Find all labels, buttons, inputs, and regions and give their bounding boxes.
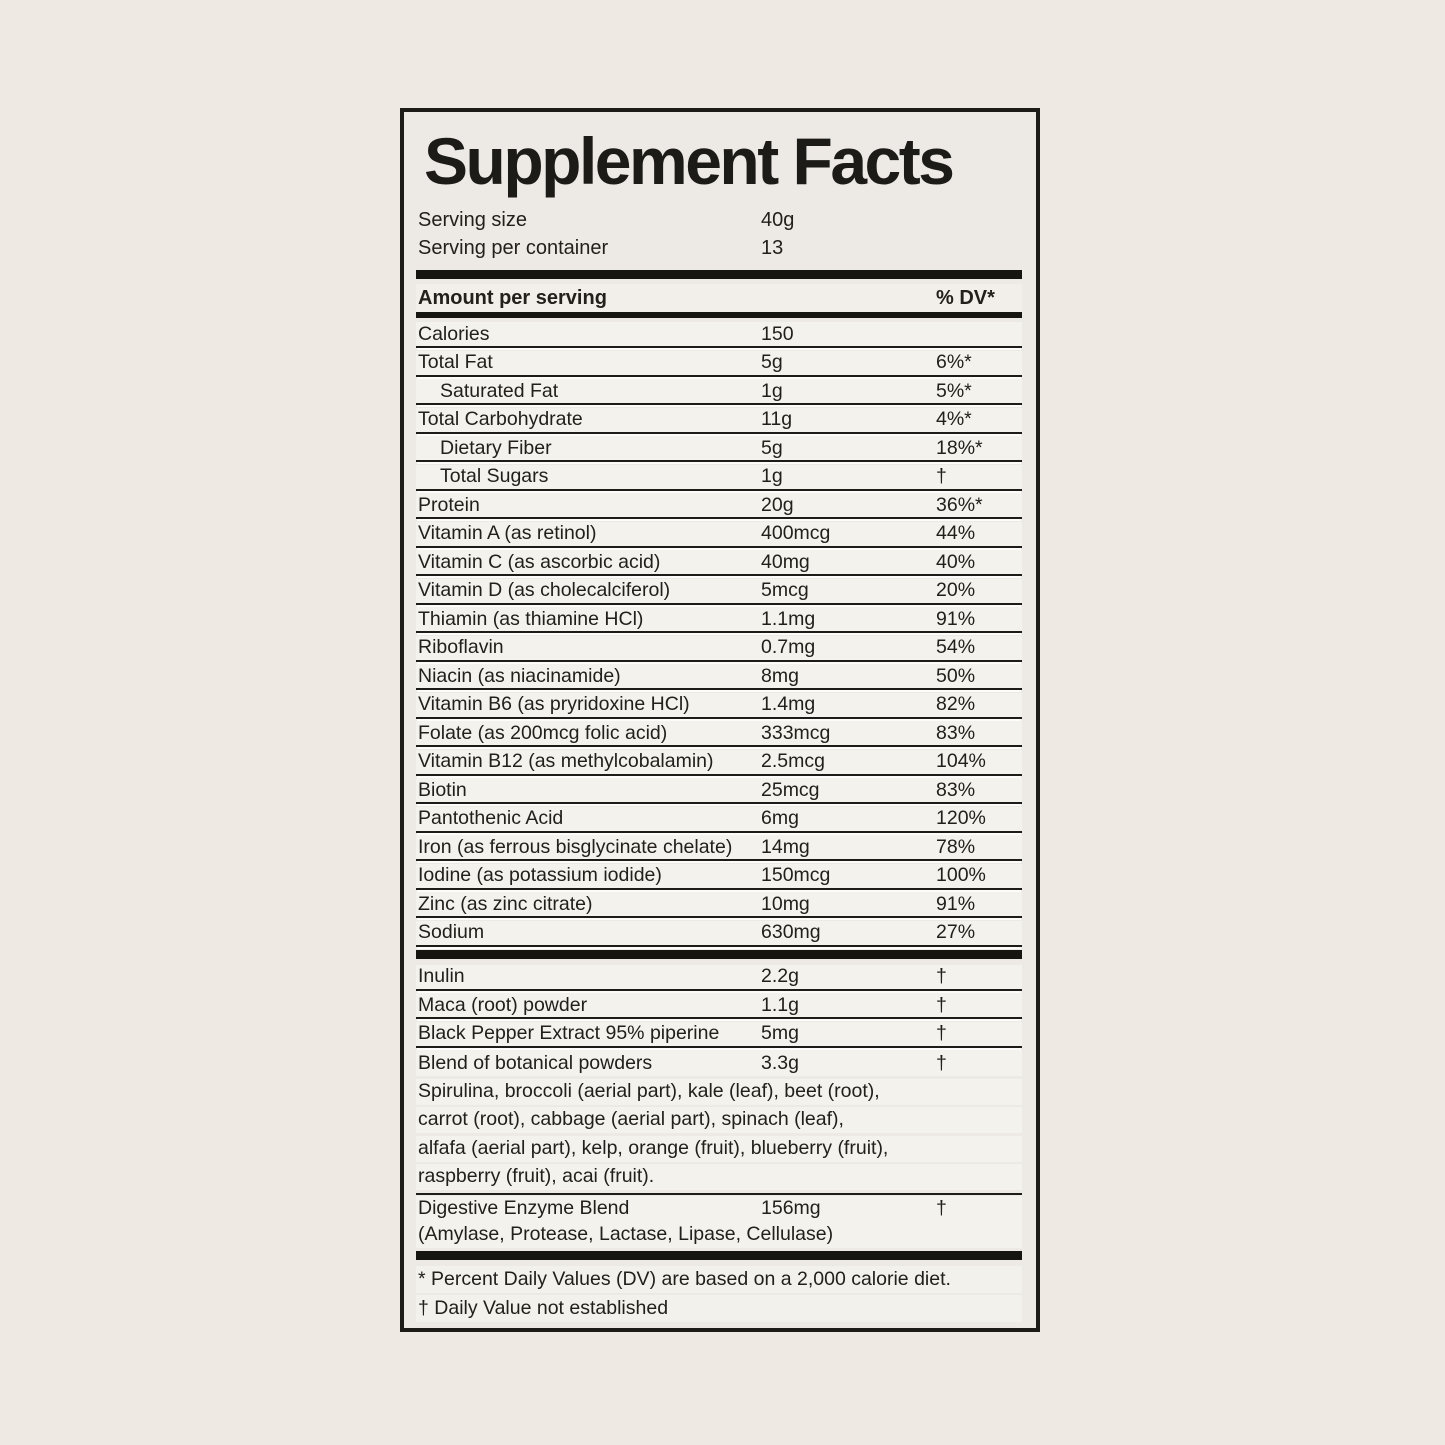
row-dv: † [936, 1051, 947, 1074]
footnotes [416, 1266, 1022, 1322]
row-label: Niacin (as niacinamide) [418, 664, 621, 687]
serving-per-container-value: 13 [761, 236, 784, 259]
botanical-description [416, 1079, 1022, 1191]
botanical-description-line: raspberry (fruit), acai (fruit). [416, 1164, 1022, 1190]
botanical-description-line: carrot (root), cabbage (aerial part), spinach (leaf), [416, 1107, 1022, 1133]
row-label: Biotin [418, 778, 467, 801]
row-dv: 91% [936, 892, 976, 915]
row-amount: 3.3g [761, 1051, 799, 1074]
table-row [416, 379, 1022, 405]
serving-size-label: Serving size [418, 208, 527, 231]
row-amount: 20g [761, 493, 794, 516]
row-dv: 83% [936, 721, 976, 744]
footnote-line: † Daily Value not established [416, 1295, 1022, 1322]
row-label: Total Carbohydrate [418, 408, 583, 430]
row-dv: 82% [936, 693, 976, 715]
row-label: Inulin [418, 965, 465, 987]
table-row [416, 436, 1022, 462]
row-label: Iodine (as potassium iodide) [418, 864, 662, 886]
row-amount: 5mg [761, 1022, 799, 1044]
row-dv: † [936, 965, 947, 987]
table-row [416, 965, 1022, 991]
row-dv: 6%* [936, 351, 972, 373]
divider-thick-bottom [416, 1251, 1022, 1260]
enzyme-blend-dv: † [936, 1197, 947, 1219]
table-row [416, 693, 1022, 719]
serving-size-row [416, 206, 1022, 234]
botanical-description-line: Spirulina, broccoli (aerial part), kale (leaf), beet (root), [416, 1079, 1022, 1105]
row-label: Protein [418, 493, 480, 516]
row-amount: 2.2g [761, 965, 799, 987]
table-row [416, 892, 1022, 918]
row-label: Vitamin B12 (as methylcobalamin) [418, 750, 714, 772]
row-amount: 150mcg [761, 864, 831, 886]
row-label: Saturated Fat [440, 379, 559, 402]
row-amount: 2.5mcg [761, 750, 825, 772]
enzyme-blend-row [416, 1196, 1022, 1222]
row-label: Vitamin B6 (as pryridoxine HCl) [418, 693, 690, 715]
row-label: Maca (root) powder [418, 993, 588, 1016]
table-row [416, 807, 1022, 833]
row-label: Dietary Fiber [440, 436, 552, 459]
row-label: Total Fat [418, 351, 493, 373]
row-label: Black Pepper Extract 95% piperine [418, 1022, 720, 1044]
row-dv: † [936, 1022, 947, 1044]
row-label: Vitamin D (as cholecalciferol) [418, 579, 671, 601]
row-dv: † [936, 993, 947, 1016]
row-dv: 20% [936, 579, 976, 601]
table-row [416, 1022, 1022, 1048]
divider-thick-top [416, 270, 1022, 279]
enzyme-blend-sub-label: (Amylase, Protease, Lactase, Lipase, Cellulase) [416, 1222, 1022, 1248]
nutrient-table [416, 322, 1022, 947]
row-label: Vitamin A (as retinol) [418, 522, 597, 544]
footnote-line: * Percent Daily Values (DV) are based on a 2,000 calorie diet. [416, 1266, 1022, 1293]
row-label: Iron (as ferrous bisglycinate chelate) [418, 835, 733, 858]
row-amount: 8mg [761, 664, 799, 687]
row-label: Zinc (as zinc citrate) [418, 892, 593, 915]
row-dv: 18%* [936, 436, 983, 459]
table-row [416, 993, 1022, 1019]
row-amount: 10mg [761, 892, 810, 915]
row-amount: 333mcg [761, 721, 831, 744]
row-amount: 630mg [761, 921, 821, 943]
row-label: Riboflavin [418, 636, 504, 658]
row-label: Blend of botanical powders [418, 1051, 653, 1074]
table-row [416, 493, 1022, 519]
row-amount: 6mg [761, 807, 799, 829]
row-amount: 0.7mg [761, 636, 816, 658]
table-row [416, 351, 1022, 377]
row-dv: 78% [936, 835, 976, 858]
row-amount: 1.1mg [761, 607, 816, 630]
row-label: Calories [418, 322, 490, 345]
row-dv: 91% [936, 607, 976, 630]
table-row [416, 550, 1022, 576]
row-dv: 104% [936, 750, 986, 772]
enzyme-blend-label: Digestive Enzyme Blend [418, 1197, 630, 1219]
table-row [416, 465, 1022, 491]
row-amount: 11g [761, 408, 793, 430]
row-dv: 50% [936, 664, 976, 687]
row-label: Sodium [418, 921, 485, 943]
amount-per-serving-header: Amount per serving [418, 286, 607, 309]
row-amount: 400mcg [761, 522, 831, 544]
row-amount: 1.1g [761, 993, 799, 1016]
table-row [416, 607, 1022, 633]
table-row [416, 721, 1022, 747]
other-ingredients-table [416, 965, 1022, 1077]
row-dv: 5%* [936, 379, 972, 402]
row-amount: 5mcg [761, 579, 809, 601]
table-row [416, 636, 1022, 662]
row-amount: 5g [761, 351, 783, 373]
column-header-row [416, 284, 1022, 312]
row-amount: 25mcg [761, 778, 820, 801]
table-row [416, 322, 1022, 348]
serving-size-value: 40g [761, 208, 795, 231]
row-dv: 27% [936, 921, 976, 943]
row-dv: 40% [936, 550, 976, 573]
percent-dv-header: % DV* [936, 286, 995, 309]
table-row [416, 664, 1022, 690]
row-dv: 100% [936, 864, 986, 886]
table-row [416, 835, 1022, 861]
row-amount: 1.4mg [761, 693, 816, 715]
row-label: Pantothenic Acid [418, 807, 564, 829]
enzyme-blend-amount: 156mg [761, 1197, 821, 1219]
divider-medium-header [416, 312, 1022, 318]
row-dv: 54% [936, 636, 976, 658]
table-row [416, 579, 1022, 605]
table-row [416, 522, 1022, 548]
table-row [416, 864, 1022, 890]
supplement-facts-label [400, 108, 1040, 1332]
table-row [416, 921, 1022, 947]
row-dv: † [936, 465, 947, 487]
row-amount: 40mg [761, 550, 810, 573]
table-row [416, 778, 1022, 804]
row-amount: 14mg [761, 835, 810, 858]
row-amount: 5g [761, 436, 783, 459]
row-amount: 1g [761, 379, 783, 402]
table-row [416, 750, 1022, 776]
serving-per-container-label: Serving per container [418, 236, 609, 259]
label-title: Supplement Facts [424, 124, 953, 198]
row-amount: 1g [761, 465, 783, 487]
table-row [416, 1050, 1022, 1076]
divider-thick-middle [416, 950, 1022, 959]
row-dv: 83% [936, 778, 976, 801]
enzyme-blend-block [416, 1193, 1022, 1248]
botanical-description-line: alfafa (aerial part), kelp, orange (fruit), blueberry (fruit), [416, 1136, 1022, 1162]
row-dv: 120% [936, 807, 986, 829]
row-label: Thiamin (as thiamine HCl) [418, 607, 644, 630]
row-label: Folate (as 200mcg folic acid) [418, 721, 668, 744]
row-amount: 150 [761, 322, 794, 345]
row-label: Total Sugars [440, 465, 549, 487]
row-label: Vitamin C (as ascorbic acid) [418, 550, 661, 573]
row-dv: 4%* [936, 408, 972, 430]
serving-per-container-row [416, 234, 1022, 262]
row-dv: 36%* [936, 493, 983, 516]
table-row [416, 408, 1022, 434]
row-dv: 44% [936, 522, 976, 544]
